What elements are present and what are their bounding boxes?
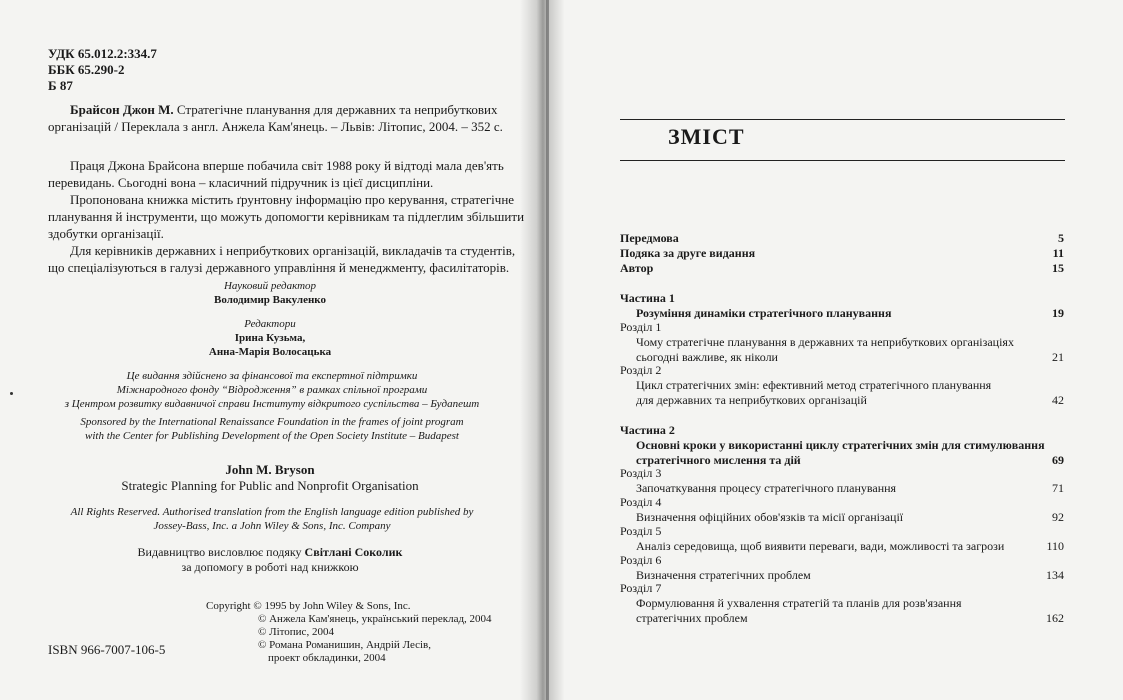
toc-entry-label: Передмова <box>620 231 679 245</box>
toc-entry-label: Автор <box>620 261 654 275</box>
toc-section-label: Розділ 2 <box>620 363 662 377</box>
toc-page-number: 110 <box>1046 539 1064 553</box>
description-line: здобутки організації. <box>48 226 164 241</box>
toc-page-number: 71 <box>1052 481 1064 495</box>
toc-section-title-text: Аналіз середовища, щоб виявити переваги, вади, можливості та загрози <box>636 539 1005 553</box>
toc-page-number: 162 <box>1046 611 1064 625</box>
citation-line-1 <box>70 101 497 118</box>
toc-section-title[interactable] <box>636 510 1064 525</box>
toc-page-number: 42 <box>1052 393 1064 407</box>
toc-title: ЗМІСТ <box>668 124 745 149</box>
thanks-line-2: за допомогу в роботі над книжкою <box>181 560 359 574</box>
citation-title: Стратегічне планування для державних та неприбуткових <box>173 102 498 117</box>
isbn: ISBN 966-7007-106-5 <box>48 642 166 657</box>
rights-line: All Rights Reserved. Authorised translation from the English language edition published by <box>70 506 474 518</box>
toc-page-number: 21 <box>1052 350 1064 364</box>
toc-section-title[interactable] <box>636 481 1064 496</box>
toc-part-label: Частина 1 <box>620 291 675 305</box>
gutter-fold-line <box>546 0 549 700</box>
toc-section-title-text: сьогодні важливе, як ніколи <box>636 350 778 364</box>
toc-section-title-text: Визначення стратегічних проблем <box>636 568 811 582</box>
toc-section-label: Розділ 5 <box>620 524 662 538</box>
copyright-line: © Анжела Кам'янець, український переклад, 2004 <box>258 613 492 625</box>
rights-line: Jossey-Bass, Inc. a John Wiley & Sons, Inc. Company <box>153 520 391 532</box>
toc-part-title-text: Розуміння динаміки стратегічного планування <box>636 306 892 320</box>
toc-page-number: 5 <box>1058 231 1064 245</box>
toc-section-title[interactable] <box>636 539 1064 554</box>
support-line-ua: Міжнародного фонду “Відродження” в рамках спільної програми <box>116 384 428 396</box>
editor-name: Анна-Марія Волосацька <box>208 346 332 358</box>
toc-page-number: 11 <box>1052 246 1064 260</box>
toc-entry-front[interactable] <box>620 246 1064 261</box>
book-gutter <box>520 0 564 700</box>
toc-part-title[interactable]: Основні кроки у використанні циклу стратегічних змін для стимулювання <box>636 438 1045 452</box>
toc-section-title-text: Визначення офіційних обов'язків та місії організації <box>636 510 904 524</box>
toc-section-title-text: стратегічних проблем <box>636 611 748 625</box>
toc-page-number: 19 <box>1052 306 1064 320</box>
toc-entry-front[interactable] <box>620 261 1064 276</box>
description-line: Пропонована книжка містить ґрунтовну інформацію про керування, стратегічне <box>70 192 515 207</box>
toc-section-title[interactable] <box>636 393 1064 408</box>
thanks-name: Світлані Соколик <box>304 545 403 559</box>
imprint-page <box>0 0 525 700</box>
support-line-en: Sponsored by the International Renaissance Foundation in the frames of joint program <box>80 416 464 428</box>
toc-part-title[interactable] <box>636 306 1064 321</box>
toc-page-number: 92 <box>1052 510 1064 524</box>
description-line: планування й інструменти, що можуть допомогти керівникам та підлеглим збільшити <box>48 209 525 224</box>
toc-top-rule <box>620 119 1065 120</box>
toc-section-label: Розділ 6 <box>620 553 662 567</box>
scientific-editor-label: Науковий редактор <box>223 280 317 292</box>
editor-name: Ірина Кузьма, <box>234 332 306 344</box>
copyright-line: Copyright © 1995 by John Wiley & Sons, Inc. <box>206 600 411 612</box>
description-line: перевидань. Сьогодні вона – класичний підручник із цієї дисципліни. <box>48 175 434 190</box>
original-author: John M. Bryson <box>225 462 315 477</box>
editors-label: Редактори <box>244 318 296 330</box>
toc-section-title-text: для державних та неприбуткових організацій <box>636 393 867 407</box>
copyright-line: проект обкладинки, 2004 <box>268 652 386 664</box>
thanks-line-1 <box>90 545 450 560</box>
original-title: Strategic Planning for Public and Nonprofit Organisation <box>121 478 419 493</box>
support-line-en: with the Center for Publishing Development of the Open Society Institute – Budapest <box>85 430 459 442</box>
toc-page-number: 15 <box>1052 261 1064 275</box>
toc-section-title[interactable] <box>636 611 1064 626</box>
citation-line-2: організацій / Переклала з англ. Анжела Кам'янець. – Львів: Літопис, 2004. – 352 с. <box>48 119 503 134</box>
toc-section-label: Розділ 4 <box>620 495 662 509</box>
description-line: Для керівників державних і неприбуткових організацій, викладачів та студентів, <box>70 243 516 258</box>
toc-section-label: Розділ 3 <box>620 466 662 480</box>
toc-part-label: Частина 2 <box>620 423 675 437</box>
author-code: Б 87 <box>48 78 73 93</box>
toc-section-title[interactable]: Формулювання й ухвалення стратегій та планів для розв'язання <box>636 596 962 610</box>
copyright-line: © Романа Романишин, Андрій Лесів, <box>258 639 431 651</box>
toc-entry-label: Подяка за друге видання <box>620 246 756 260</box>
udc-code: УДК 65.012.2:334.7 <box>48 46 157 61</box>
description-line: що спеціалізуються в галузі державного управління й менеджменту, фасилітаторів. <box>48 260 510 275</box>
scientific-editor-name: Володимир Вакуленко <box>214 294 326 306</box>
toc-bottom-rule <box>620 160 1065 161</box>
toc-entry-front[interactable] <box>620 231 1064 246</box>
thanks-text: Видавництво висловлює подяку <box>137 545 305 559</box>
toc-section-title[interactable]: Цикл стратегічних змін: ефективний метод стратегічного планування <box>636 378 992 392</box>
toc-section-title-text: Започаткування процесу стратегічного планування <box>636 481 897 495</box>
support-line-ua: з Центром розвитку видавничої справи Інституту відкритого суспільства – Будапешт <box>64 398 480 410</box>
scan-speck <box>10 392 13 395</box>
toc-section-label: Розділ 7 <box>620 581 662 595</box>
toc-section-title[interactable]: Чому стратегічне планування в державних та неприбуткових організаціях <box>636 335 1014 349</box>
support-line-ua: Це видання здійснено за фінансової та експертної підтримки <box>126 370 418 382</box>
toc-section-label: Розділ 1 <box>620 320 662 334</box>
toc-page-number: 134 <box>1046 568 1064 582</box>
toc-part-title-text: стратегічного мислення та дій <box>636 453 801 467</box>
bbk-code: ББК 65.290-2 <box>48 62 125 77</box>
citation-author: Брайсон Джон М. <box>70 102 174 117</box>
description-line: Праця Джона Брайсона вперше побачила світ 1988 року й відтоді мала дев'ять <box>70 158 504 173</box>
copyright-line: © Літопис, 2004 <box>258 626 334 638</box>
toc-page-number: 69 <box>1052 453 1064 467</box>
